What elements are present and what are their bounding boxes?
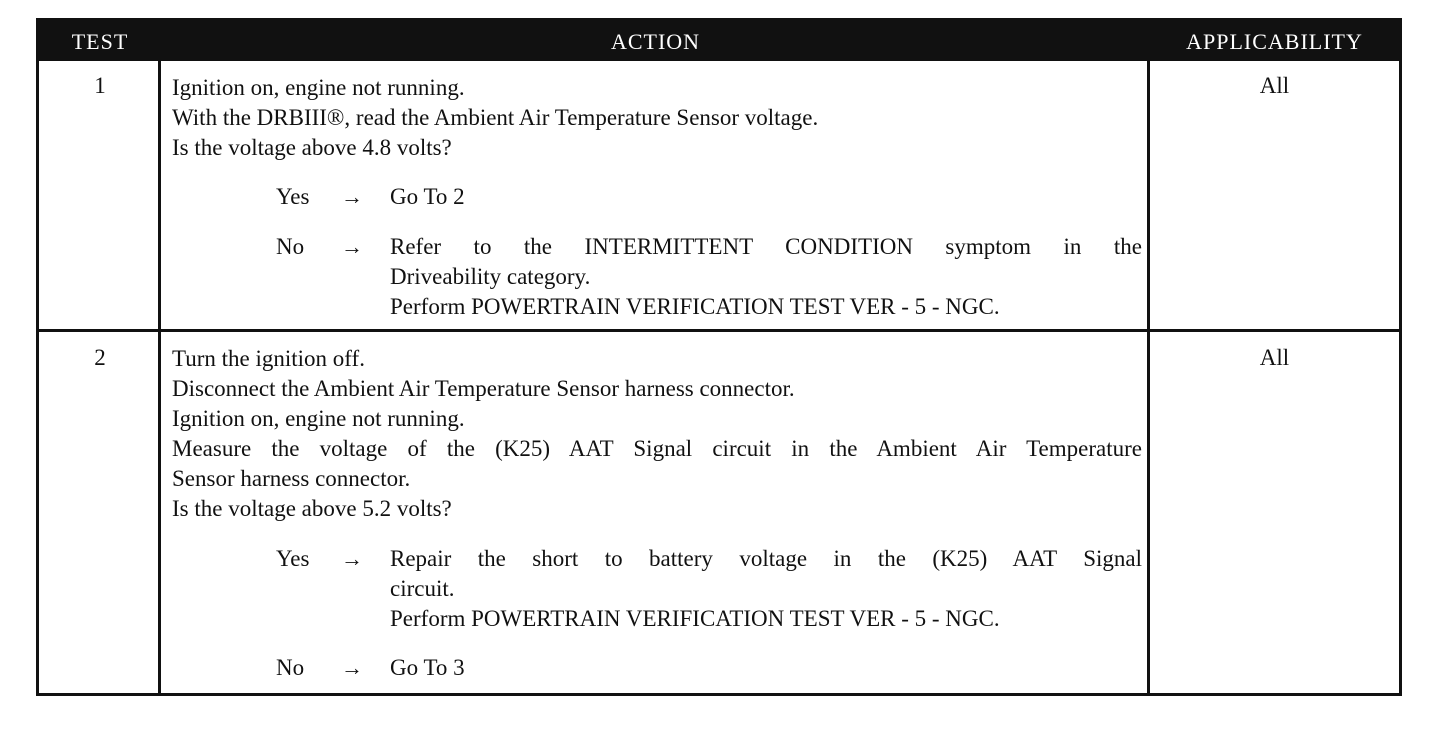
- row-divider: [39, 329, 1399, 332]
- no-result-line: Driveability category.: [390, 264, 591, 289]
- right-arrow-icon: →: [341, 234, 363, 259]
- column-divider-test: [158, 61, 161, 693]
- right-arrow-icon: →: [341, 184, 363, 209]
- no-result-line: Perform POWERTRAIN VERIFICATION TEST VER - 5 - NGC.: [390, 294, 1000, 319]
- action-line: With the DRBIII®, read the Ambient Air Temperature Sensor voltage.: [172, 105, 819, 130]
- header-action: ACTION: [610, 29, 701, 54]
- header-applicability: APPLICABILITY: [1186, 29, 1363, 54]
- yes-result-line: Perform POWERTRAIN VERIFICATION TEST VER - 5 - NGC.: [390, 606, 1000, 631]
- test-number: 2: [94, 345, 106, 370]
- action-line: Sensor harness connector.: [172, 466, 411, 491]
- right-arrow-icon: →: [341, 655, 363, 680]
- test-number: 1: [94, 73, 106, 98]
- table-header: [39, 21, 1399, 61]
- no-label: No: [276, 655, 305, 680]
- action-line: Disconnect the Ambient Air Temperature Sensor harness connector.: [172, 376, 795, 401]
- yes-result-line: Repair the short to battery voltage in the (K25) AAT Signal: [390, 546, 1142, 571]
- yes-label: Yes: [276, 184, 310, 209]
- action-line: Ignition on, engine not running.: [172, 75, 465, 100]
- applicability-value: All: [1259, 345, 1290, 370]
- action-line: Ignition on, engine not running.: [172, 406, 465, 431]
- yes-result-line: Go To 2: [390, 184, 465, 209]
- no-result-line: Refer to the INTERMITTENT CONDITION symptom in the: [390, 234, 1142, 259]
- yes-label: Yes: [276, 546, 310, 571]
- no-label: No: [276, 234, 305, 259]
- header-test: TEST: [71, 29, 129, 54]
- right-arrow-icon: →: [341, 546, 363, 571]
- action-line: Is the voltage above 4.8 volts?: [172, 135, 452, 160]
- no-result-line: Go To 3: [390, 655, 465, 680]
- diagnostic-test-table: [36, 18, 1402, 696]
- action-line: Turn the ignition off.: [172, 346, 365, 371]
- applicability-value: All: [1259, 73, 1290, 98]
- action-line: Is the voltage above 5.2 volts?: [172, 496, 452, 521]
- column-divider-applicability: [1147, 61, 1150, 693]
- action-line: Measure the voltage of the (K25) AAT Signal circuit in the Ambient Air Temperature: [172, 436, 1142, 461]
- yes-result-line: circuit.: [390, 576, 455, 601]
